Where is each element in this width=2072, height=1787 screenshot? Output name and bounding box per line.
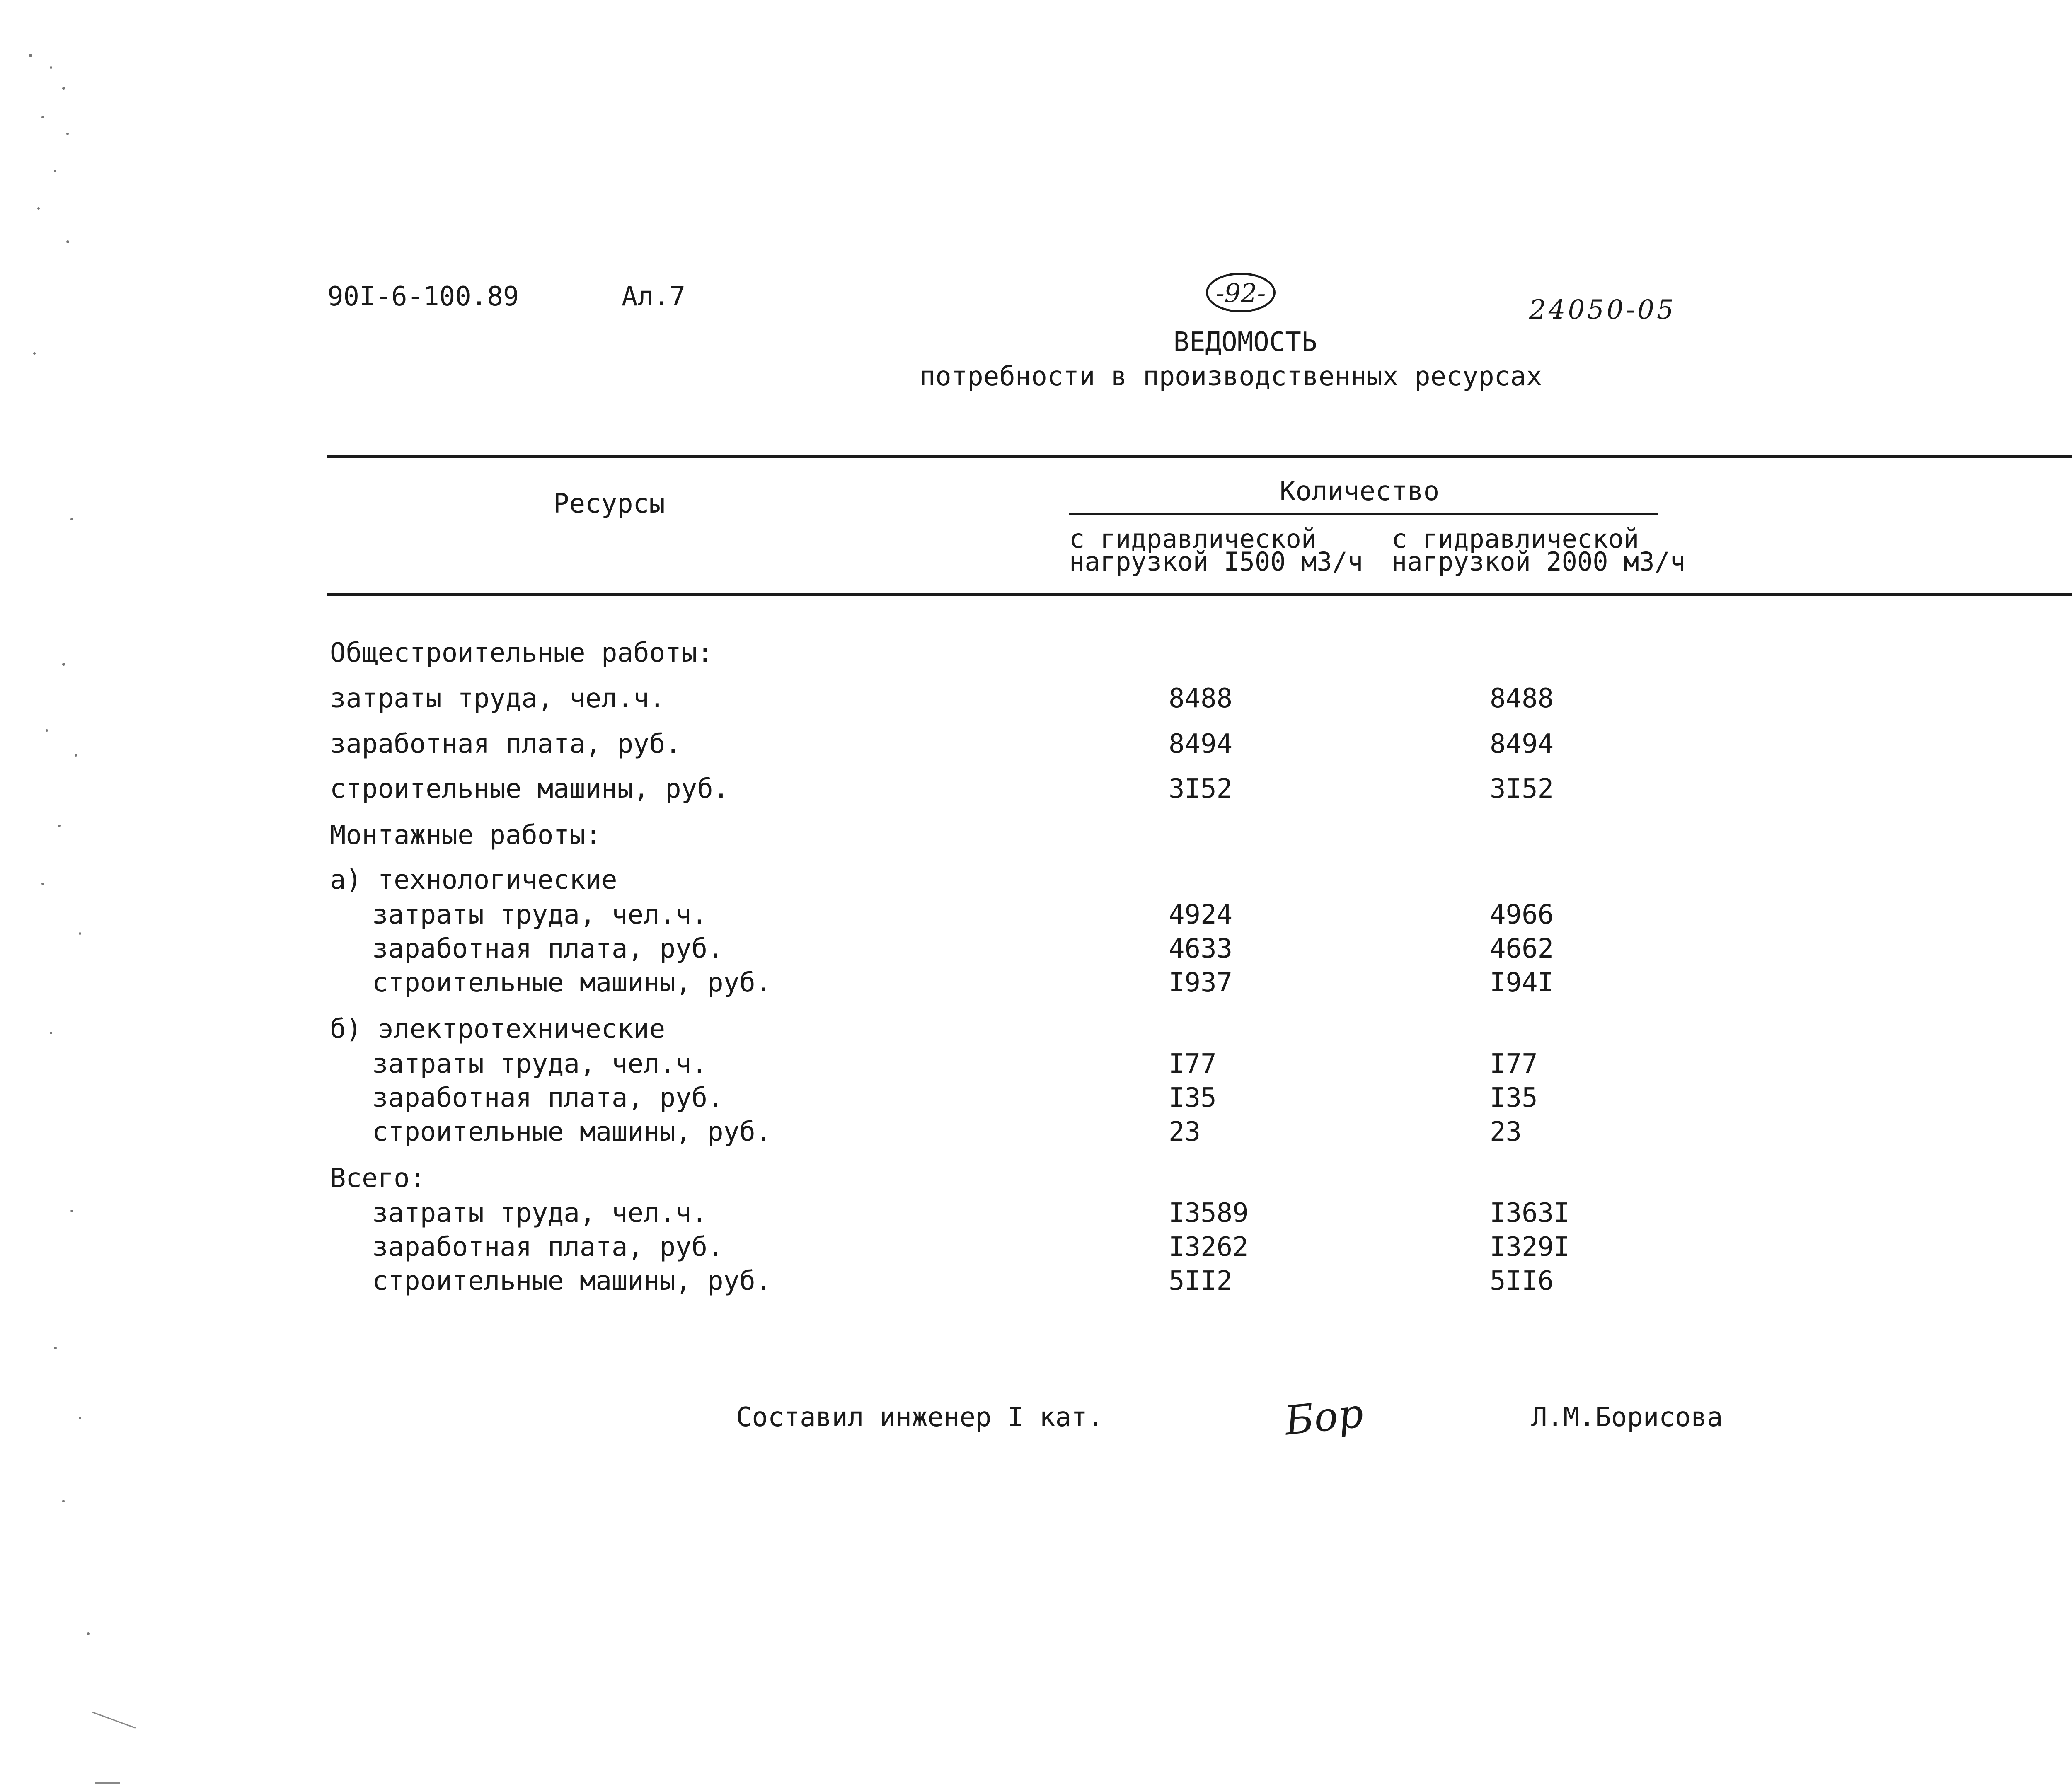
page-number-stamp <box>1206 273 1276 312</box>
value-1500: I35 <box>1169 1083 1217 1113</box>
row-label: строительные машины, руб. <box>372 1117 772 1147</box>
value-2000: 3I52 <box>1490 774 1554 804</box>
value-2000: I77 <box>1490 1049 1538 1079</box>
value-2000: I94I <box>1490 967 1554 998</box>
value-1500: 23 <box>1169 1117 1201 1147</box>
value-1500: 8494 <box>1169 729 1233 759</box>
value-2000: 8488 <box>1490 683 1554 714</box>
value-2000: I329I <box>1490 1232 1570 1262</box>
value-1500: 4924 <box>1169 900 1233 930</box>
quantity-underline <box>1069 513 1658 515</box>
table-header-rule <box>327 593 2072 596</box>
row-label: строительные машины, руб. <box>330 774 729 804</box>
document-title: ВЕДОМОСТЬ <box>1173 327 1317 358</box>
section-total-heading: Всего: <box>330 1163 426 1194</box>
header-col-2000-line2: нагрузкой 2000 м3/ч <box>1392 546 1686 577</box>
value-1500: I3262 <box>1169 1232 1249 1262</box>
subsection-technological-heading: а) технологические <box>330 865 617 895</box>
header-quantity: Количество <box>1280 476 1440 507</box>
row-label: строительные машины, руб. <box>372 967 772 998</box>
author-name: Л.М.Борисова <box>1531 1402 1723 1433</box>
signature: Бор <box>1282 1390 1366 1444</box>
header-resources: Ресурсы <box>553 488 665 519</box>
row-label: заработная плата, руб. <box>372 1083 724 1113</box>
value-2000: I35 <box>1490 1083 1538 1113</box>
section-installation-heading: Монтажные работы: <box>330 820 602 851</box>
row-label: заработная плата, руб. <box>330 729 681 759</box>
value-2000: I363I <box>1490 1198 1570 1228</box>
header-col-2000-line1: с гидравлической <box>1392 524 1639 554</box>
value-2000: 4662 <box>1490 933 1554 964</box>
value-2000: 5II6 <box>1490 1266 1554 1296</box>
compiled-by: Составил инженер I кат. <box>736 1402 1104 1433</box>
row-label: строительные машины, руб. <box>372 1266 772 1296</box>
row-label: затраты труда, чел.ч. <box>372 1198 708 1228</box>
document-designation: 90I-6-100.89 <box>327 281 519 312</box>
value-2000: 8494 <box>1490 729 1554 759</box>
row-label: заработная плата, руб. <box>372 933 724 964</box>
subsection-electrical-heading: б) электротехнические <box>330 1014 666 1045</box>
document-subtitle: потребности в производственных ресурсах <box>919 361 1542 392</box>
section-general-heading: Общестроительные работы: <box>330 638 713 668</box>
value-1500: I937 <box>1169 967 1233 998</box>
value-1500: I77 <box>1169 1049 1217 1079</box>
table-top-rule <box>327 455 2072 458</box>
value-1500: 3I52 <box>1169 774 1233 804</box>
value-2000: 23 <box>1490 1117 1522 1147</box>
row-label: затраты труда, чел.ч. <box>330 683 666 714</box>
row-label: затраты труда, чел.ч. <box>372 1049 708 1079</box>
value-1500: I3589 <box>1169 1198 1249 1228</box>
header-col-1500-line2: нагрузкой I500 м3/ч <box>1069 546 1363 577</box>
row-label: заработная плата, руб. <box>372 1232 724 1262</box>
row-label: затраты труда, чел.ч. <box>372 900 708 930</box>
album-number: Ал.7 <box>622 281 686 312</box>
value-1500: 4633 <box>1169 933 1233 964</box>
page-number: -92- <box>1215 278 1266 308</box>
header-col-1500-line1: с гидравлической <box>1069 524 1317 554</box>
value-1500: 5II2 <box>1169 1266 1233 1296</box>
archive-number: 24050-05 <box>1529 295 1676 325</box>
value-2000: 4966 <box>1490 900 1554 930</box>
value-1500: 8488 <box>1169 683 1233 714</box>
